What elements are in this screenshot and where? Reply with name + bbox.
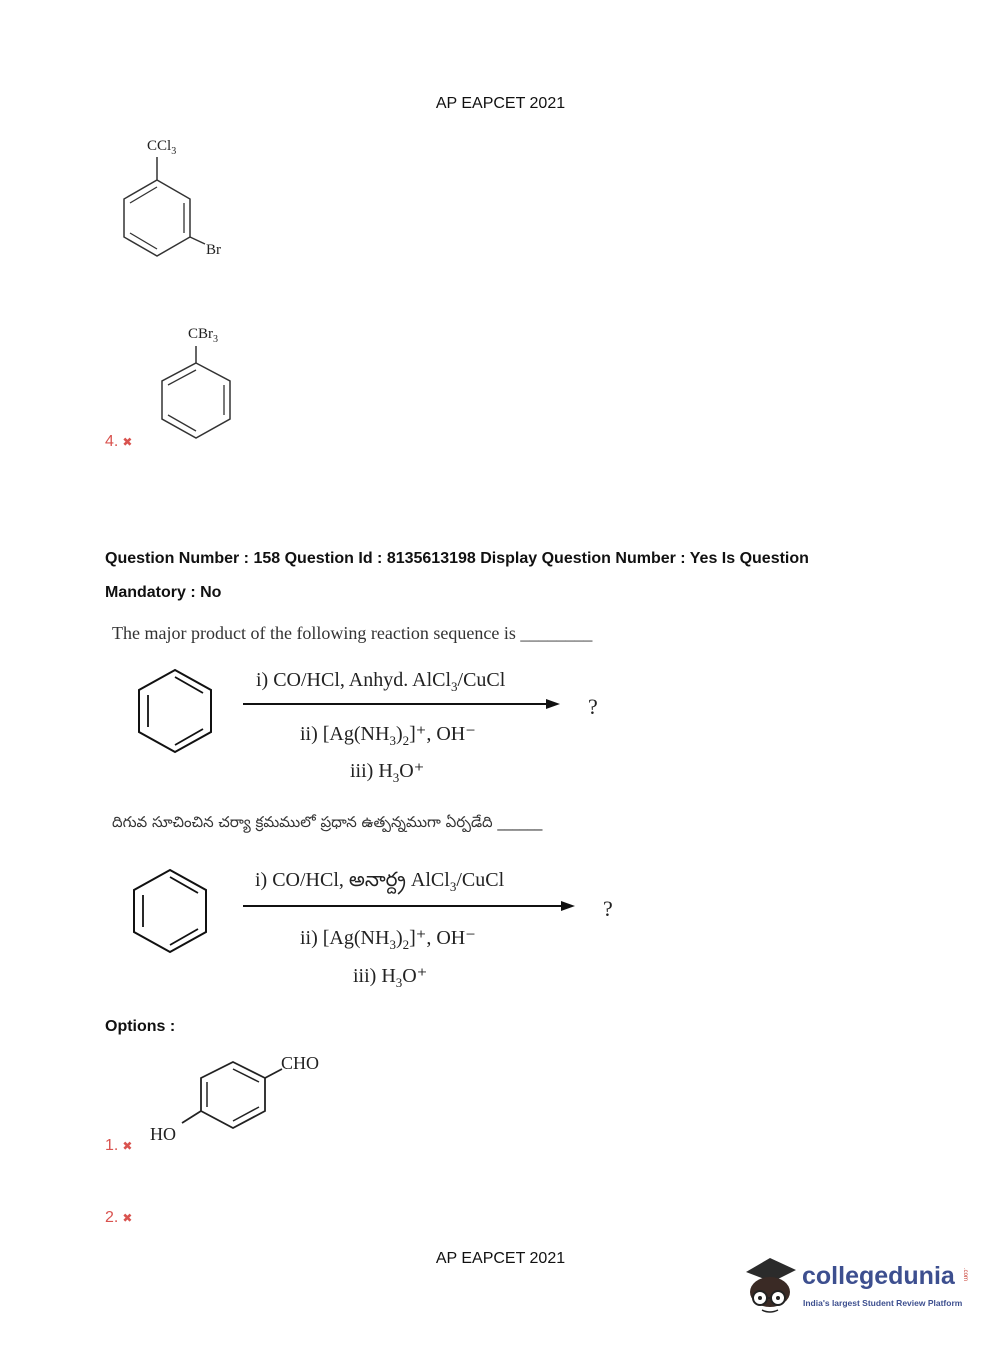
- option2-marker[interactable]: [105, 1209, 132, 1227]
- options-label: Options :: [105, 1018, 176, 1035]
- option3-substituent: CCl$_3$: [147, 138, 177, 157]
- logo-tagline: India's largest Student Review Platform: [803, 1298, 963, 1308]
- reaction-te-step3: iii) $H_3O^+$: [353, 965, 428, 990]
- logo-name: collegedunia: [802, 1262, 955, 1290]
- mascot-icon: [740, 1248, 800, 1316]
- option3-structure: [105, 130, 245, 265]
- option4-number: 4.: [105, 433, 119, 450]
- option1-group-top: CHO: [281, 1053, 320, 1073]
- option4-structure: [150, 318, 260, 448]
- option2-number: 2.: [105, 1209, 119, 1226]
- wrong-mark-icon: ✖: [122, 435, 133, 449]
- reaction-en-step3: iii) $H_3O^+$: [350, 760, 425, 785]
- reaction-en-product: ?: [588, 694, 598, 719]
- question-meta-line1: Question Number : 158 Question Id : 8135613198 Display Question Number : Yes Is Question: [105, 550, 809, 567]
- collegedunia-logo[interactable]: [740, 1248, 980, 1318]
- option4-substituent: CBr$_3$: [188, 326, 219, 345]
- reaction-te-step1: i) CO/HCl, అనార్ద్ర AlCl$_3$/CuCl: [255, 869, 505, 894]
- logo-suffix: .com: [962, 1268, 968, 1282]
- option4-marker: [105, 433, 132, 451]
- reaction-en-step1: i) CO/HCl, Anhyd. AlCl$_3$/CuCl: [256, 669, 506, 694]
- wrong-mark-icon: ✖: [122, 1139, 133, 1153]
- question-text-te: దిగువ సూచించిన చర్యా క్రమములో ప్రధాన ఉత్పన్నముగా ఏర్పడేది ______: [112, 813, 543, 831]
- reaction-en-step2: ii) $[Ag(NH_3)_2]^+$, OH⁻: [300, 723, 476, 748]
- question-text-en: The major product of the following reaction sequence is ________: [112, 623, 593, 643]
- page-header: AP EAPCET 2021: [435, 95, 566, 112]
- option1-number: 1.: [105, 1137, 119, 1154]
- reaction-scheme-en: [130, 660, 630, 790]
- wrong-mark-icon: ✖: [122, 1211, 133, 1225]
- question-meta-line2: Mandatory : No: [105, 584, 222, 601]
- option1-group-left: HO: [150, 1124, 176, 1144]
- option1-marker[interactable]: [105, 1137, 132, 1155]
- option1-structure: [145, 1045, 345, 1155]
- reaction-scheme-te: [125, 860, 635, 995]
- reaction-te-step2: ii) $[Ag(NH_3)_2]^+$, OH⁻: [300, 927, 476, 952]
- page-footer: AP EAPCET 2021: [435, 1250, 566, 1267]
- reaction-te-product: ?: [603, 896, 613, 921]
- option3-ring-label: Br: [206, 242, 221, 258]
